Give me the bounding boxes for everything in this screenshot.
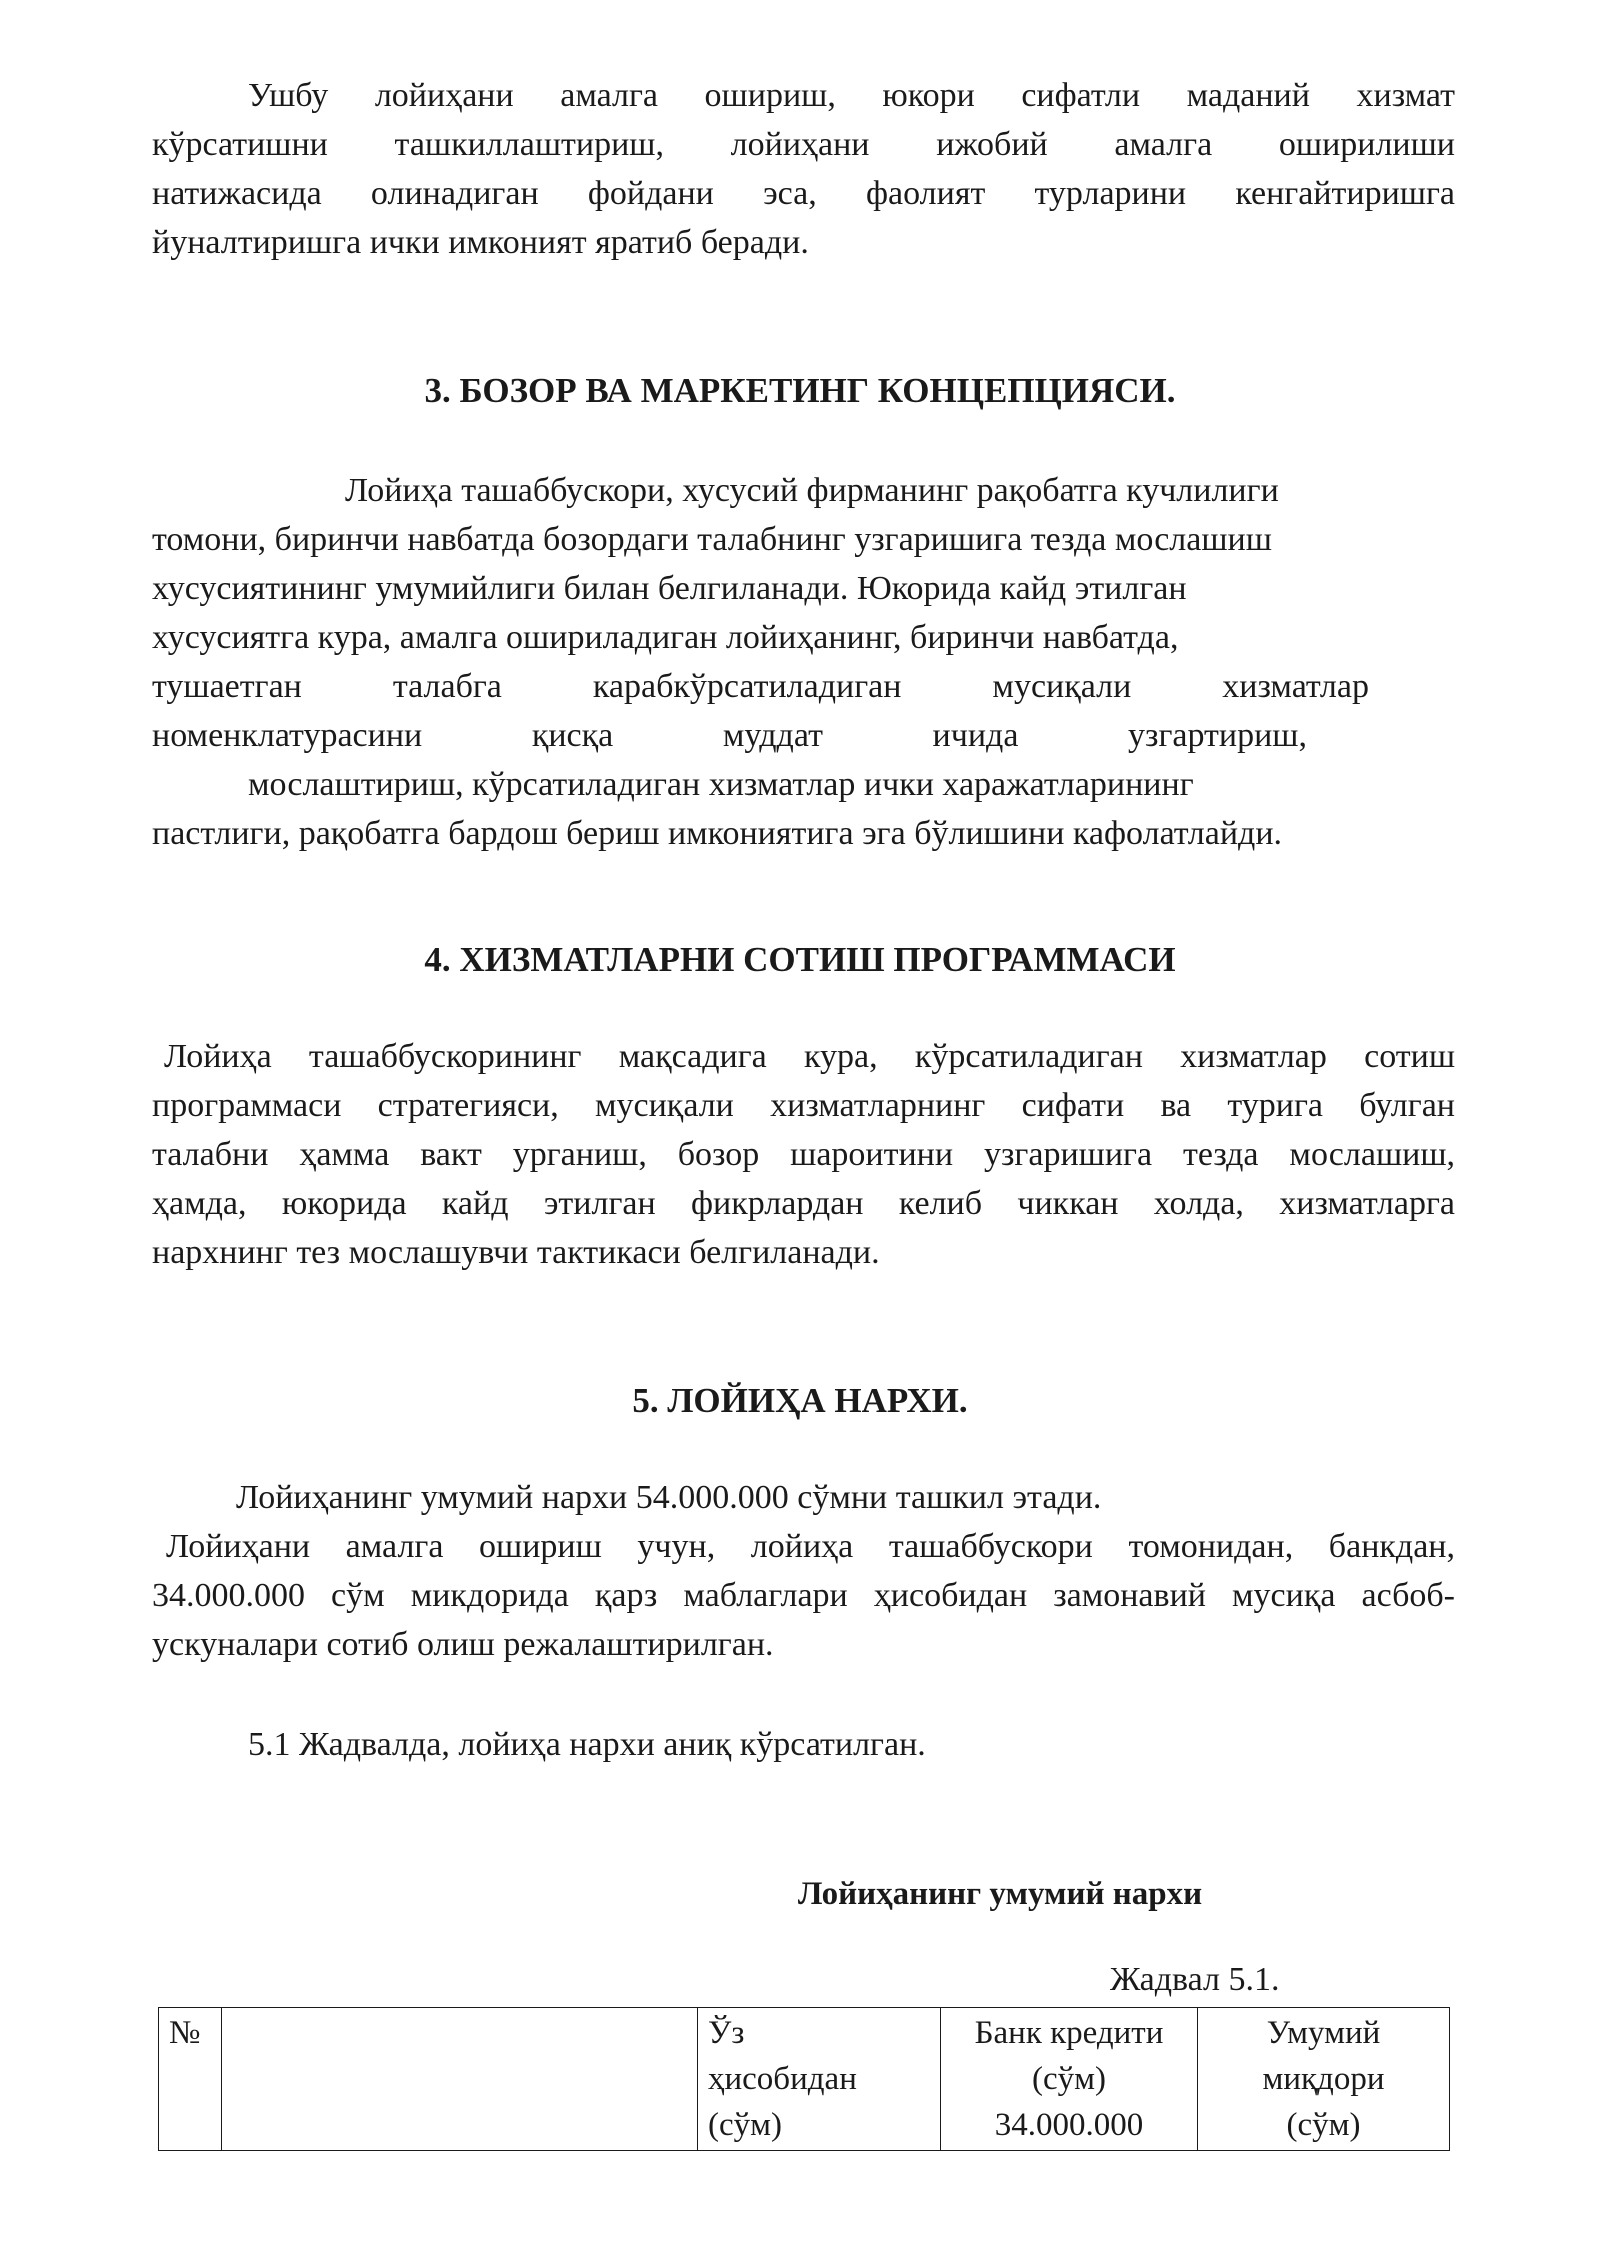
header-bank-credit-line: Банк кредити [974,2015,1164,2051]
project-cost-table [158,2007,1450,2151]
text-line: хусусиятга кура, амалга ошириладиган лойиҳанинг, биринчи навбатда, [152,619,1179,656]
text-line: Лойиҳа ташаббускори, хусусий фирманинг рақобатга кучлилиги [345,472,1279,509]
header-own-funds-line: ҳисобидан [708,2061,857,2097]
header-own-funds-line: Ўз [708,2015,745,2051]
header-total-amount-line: миқдори [1262,2061,1385,2097]
header-total-amount-line: (сўм) [1286,2107,1361,2143]
header-own-funds-line: (сўм) [708,2107,783,2143]
text-line: 34.000.000 сўм микдорида қарз маблаглари ҳисобидан замонавий мусиқа асбоб- [152,1577,1455,1614]
header-total-amount [1198,2008,1450,2151]
text-line: натижасида олинадиган фойдани эса, фаолият турларини кенгайтиришга [152,175,1455,212]
text-line: 5.1 Жадвалда, лойиҳа нархи аниқ кўрсатилган. [248,1726,926,1763]
text-line: мослаштириш, кўрсатиладиган хизматлар ички харажатларининг [248,766,1194,803]
text-line-content: тушаетган талабга карабкўрсатиладиган мусиқали хизматлар [152,668,1369,705]
text-line: ускуналари сотиб олиш режалаштирилган. [152,1626,774,1663]
text-line: Лойиҳанинг умумий нархи 54.000.000 сўмни ташкил этади. [236,1479,1102,1516]
section-3-paragraph [152,466,1455,858]
section-4-paragraph [152,1032,1455,1277]
text-line: Лойиҳа ташаббускорининг мақсадига кура, кўрсатиладиган хизматлар сотиш [164,1038,1455,1075]
table-caption: Жадвал 5.1. [1110,1961,1280,1998]
text-line-content: номенклатурасини қисқа муддат ичида узгартириш, [152,717,1307,754]
section-5-paragraph [152,1473,1455,1669]
text-line: программаси стратегияси, мусиқали хизматларнинг сифати ва турига булган [152,1087,1455,1124]
text-line: ҳамда, юкорида кайд этилган фикрлардан келиб чиккан холда, хизматларга [152,1185,1455,1222]
text-line: Лойиҳани амалга ошириш учун, лойиҳа ташаббускори томонидан, банкдан, [166,1528,1455,1565]
header-own-funds [698,2008,941,2151]
header-bank-credit-line: (сўм) [1031,2061,1106,2097]
header-number: № [159,2008,222,2151]
header-item [222,2008,698,2151]
text-line [152,662,1369,711]
section-3-heading: 3. БОЗОР ВА МАРКЕТИНГ КОНЦЕПЦИЯСИ. [424,371,1176,410]
table-title-text: Лойиҳанинг умумий нархи [797,1876,1203,1912]
text-line: Ушбу лойиҳани амалга ошириш, юкори сифатли маданий хизмат [248,77,1455,114]
text-line: нархнинг тез мослашувчи тактикаси белгиланади. [152,1234,880,1271]
header-bank-credit [941,2008,1198,2151]
section-4-heading: 4. ХИЗМАТЛАРНИ СОТИШ ПРОГРАММАСИ [424,940,1176,979]
text-line: йуналтиришга ички имконият яратиб беради. [152,224,809,261]
text-line: талабни ҳамма вакт урганиш, бозор шароитини узгаришига тезда мослашиш, [152,1136,1455,1173]
header-total-amount-line: Умумий [1266,2015,1381,2051]
section-5-heading: 5. ЛОЙИҲА НАРХИ. [632,1381,968,1420]
table-header-row [159,2008,1450,2151]
text-line: хусусиятининг умумийлиги билан белгиланади. Юкорида кайд этилган [152,570,1187,607]
header-bank-credit-line: 34.000.000 [994,2107,1144,2143]
text-line: кўрсатишни ташкиллаштириш, лойиҳани ижобий амалга оширилиши [152,126,1455,163]
section-5-note [152,1720,1455,1769]
text-line [152,711,1307,760]
intro-paragraph [152,71,1455,267]
text-line: томони, биринчи навбатда бозордаги талабнинг узгаришига тезда мослашиш [152,521,1272,558]
text-line: пастлиги, рақобатга бардош бериш имкониятига эга бўлишини кафолатлайди. [152,815,1283,852]
